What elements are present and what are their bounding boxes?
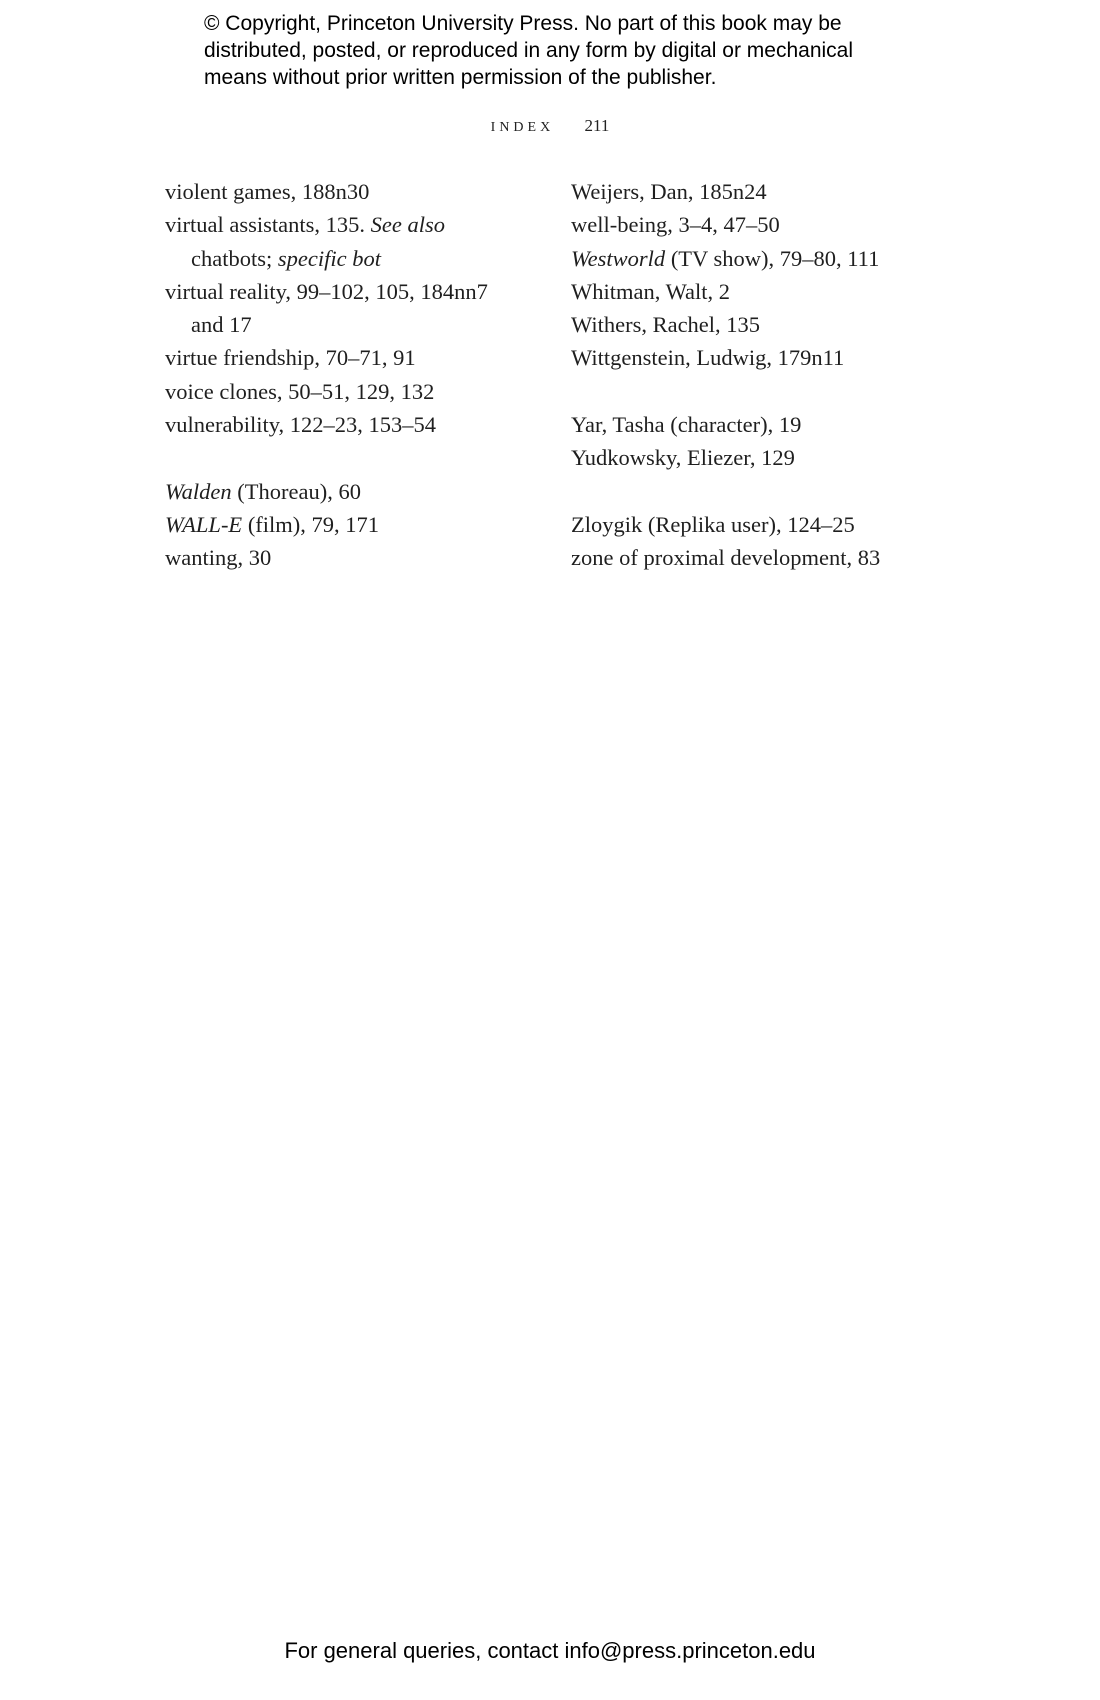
index-entry (165, 275, 565, 342)
index-entry-title: Westworld (571, 245, 666, 271)
index-column-right (571, 175, 1011, 575)
letter-group-gap (165, 441, 565, 474)
index-entry: wanting, 30 (165, 545, 272, 571)
copyright-notice (204, 10, 924, 91)
cross-reference-target: specific bot (277, 245, 381, 271)
index-entry: Whitman, Walt, 2 (571, 278, 730, 304)
index-entry: Yudkowsky, Eliezer, 129 (571, 445, 795, 471)
index-entry: virtue friendship, 70–71, 91 (165, 345, 416, 371)
index-entry-continuation (165, 242, 565, 275)
running-head-label: index (490, 114, 555, 136)
index-entry: Weijers, Dan, 185n24 (571, 179, 767, 204)
index-entry: Yar, Tasha (character), 19 (571, 412, 802, 438)
running-head (0, 114, 1100, 137)
index-entry-title: Walden (165, 478, 232, 504)
index-entry: Wittgenstein, Ludwig, 179n11 (571, 345, 845, 371)
cross-reference: See also (370, 212, 445, 238)
index-entry: Withers, Rachel, 135 (571, 312, 761, 338)
footer-contact: For general queries, contact info@press.princeton.edu (284, 1638, 816, 1663)
index-entry: violent games, 188n30 (165, 179, 370, 204)
index-entry: zone of proximal development, 83 (571, 545, 881, 571)
index-entry: Zloygik (Replika user), 124–25 (571, 511, 855, 537)
index-entry: well-being, 3–4, 47–50 (571, 212, 780, 238)
letter-group-gap (571, 375, 1011, 408)
index-column-left (165, 175, 565, 575)
index-entry-text: (film), 79, 171 (242, 511, 380, 537)
index-entry-text: chatbots; (191, 245, 278, 271)
index-entry-title: WALL-E (165, 511, 243, 537)
index-entry (165, 508, 565, 541)
index-entry-continuation: and 17 (191, 312, 252, 338)
page-number: 211 (584, 116, 610, 135)
letter-group-gap (571, 475, 1011, 508)
copyright-line-2: distributed, posted, or reproduced in any form by digital or mechanical (204, 39, 854, 62)
index-entry (165, 208, 565, 275)
index-entry-text: (Thoreau), 60 (231, 478, 361, 504)
copyright-line-1: © Copyright, Princeton University Press. No part of this book may be (204, 12, 842, 35)
index-entry: vulnerability, 122–23, 153–54 (165, 412, 437, 438)
index-entry-text: virtual assistants, 135. (165, 212, 371, 238)
index-entry (165, 475, 565, 508)
index-entry (571, 242, 1011, 275)
index-entry-text: (TV show), 79–80, 111 (665, 245, 880, 271)
copyright-line-3: means without prior written permission of the publisher. (204, 66, 717, 89)
index-entry: voice clones, 50–51, 129, 132 (165, 378, 435, 404)
index-entry-text: virtual reality, 99–102, 105, 184nn7 (165, 278, 488, 304)
